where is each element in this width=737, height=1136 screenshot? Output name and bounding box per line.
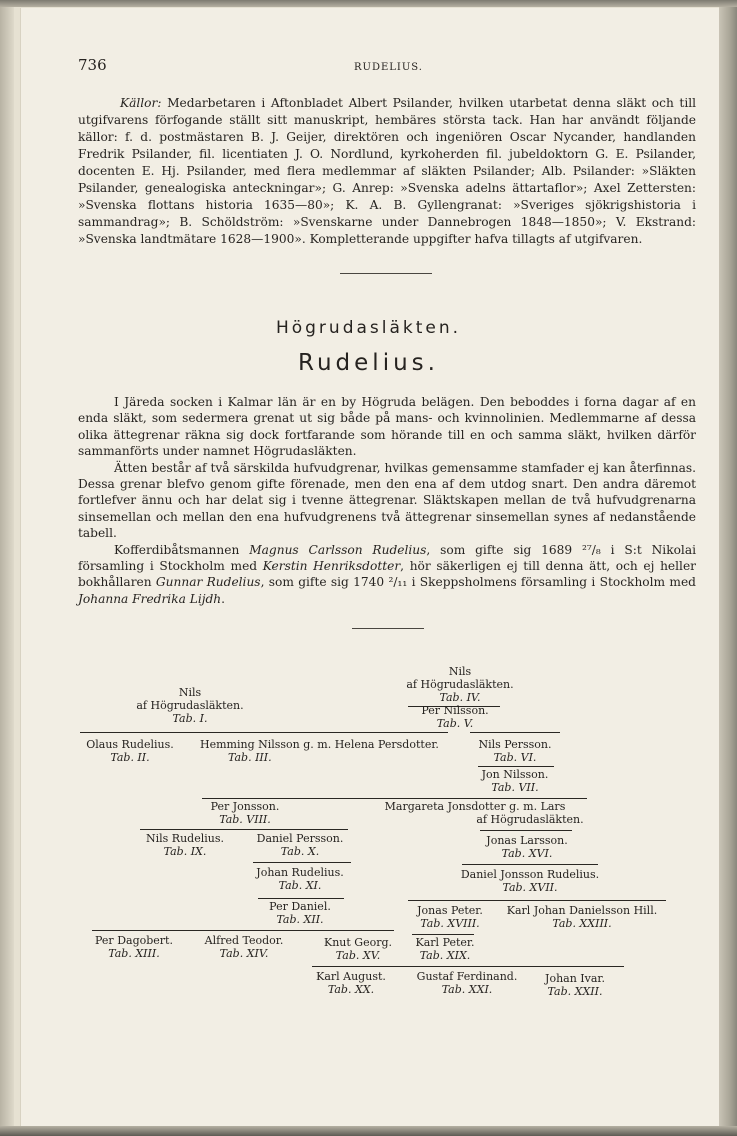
p3-name-4: Johanna Fredrika Lijdh <box>78 591 222 606</box>
tree-node-alfred: Alfred Teodor. Tab. XIV. <box>204 934 284 960</box>
p3-text-c: , hör säkerligen ej till denna ätt, och ej heller bokhållaren <box>78 559 696 590</box>
tree-node-daniel-persson: Daniel Persson. Tab. X. <box>256 832 344 858</box>
scan-left-edge <box>0 0 14 1136</box>
tree-node-knut: Knut Georg. Tab. XV. <box>323 936 393 962</box>
tree-line <box>470 732 560 733</box>
scan-top-edge <box>0 0 737 7</box>
tree-line <box>258 898 344 899</box>
tree-line <box>140 829 348 830</box>
running-head: RUDELIUS. <box>354 62 423 73</box>
p3-text-d: , som gifte sig 1740 ²/₁₁ i Skeppsholmens församling i Stockholm med <box>260 575 696 590</box>
tree-node-per-nilsson: Per Nilsson. Tab. V. <box>421 704 489 730</box>
tree-node-nils-right: Nils af Högrudasläkten. Tab. IV. <box>406 665 514 704</box>
tree-node-karl-august: Karl August. Tab. XX. <box>316 970 386 996</box>
tree-line <box>253 862 351 863</box>
tree-line <box>462 864 598 865</box>
tree-node-per-jonsson: Per Jonsson. Tab. VIII. <box>210 800 280 826</box>
p3-name-2: Kerstin Henriksdotter <box>262 559 401 574</box>
sources-label: Källor: <box>120 96 162 110</box>
section-separator <box>340 273 432 274</box>
tree-node-johan-ivar: Johan Ivar. Tab. XXII. <box>545 972 605 998</box>
tree-node-karl-peter: Karl Peter. Tab. XIX. <box>415 936 475 962</box>
paragraph-1: I Järeda socken i Kalmar län är en by Högruda belägen. Den beboddes i forna dagar af en enda släkt, som sedermera grenat ut sig både på mans- och kvinnolinien. Medlemmarne af dessa olika ättegrenar räkna sig dock fortfarande som hörande till en och samma släkt, hvilken därför sammanförts under namnet Högrudasläkten. <box>78 395 696 459</box>
sources-text: Medarbetaren i Aftonbladet Albert Psilander, hvilken utarbetat denna släkt och till utgifvarens förfogande ställt sitt manuskript, hembäres största tack. Han har användt följande källor: f. d. postmästaren B. J. Geijer, direktören och ingeniören Oscar Nycander, handlanden Fredrik Psilander, fil. licentiaten J. O. Nordlund, kyrkoherden fil. jubeldoktorn G. E. Psilander, docenten E. Hj. Psilander, med flera medlemmar af släkten Psilander; Alb. Psilander: »Släkten Psilander, genealogiska anteckningar»; G. Anrep: »Svenska adelns ättartaflor»; Axel Zettersten: »Svenska flottans historia 1635—80»; K. A. B. Gyllengranat: »Sveriges sjökrigshistoria i sammandrag»; B. Schöldström: »Svenskarne under Dannebrogen 1848—1850»; V. Ekstrand: »Svenska landtmätare 1628—1900». Kompletterande uppgifter hafva tillagts af utgifvaren. <box>78 96 697 246</box>
tree-node-per-daniel: Per Daniel. Tab. XII. <box>269 900 331 926</box>
paragraph-3 <box>78 542 696 608</box>
tree-node-gustaf: Gustaf Ferdinand. Tab. XXI. <box>416 970 518 996</box>
tree-line <box>478 766 554 767</box>
p3-name-3: Gunnar Rudelius <box>155 575 261 590</box>
p3-name-1: Magnus Carlsson Rudelius <box>249 542 427 557</box>
page-number: 736 <box>78 56 107 74</box>
paragraph-2: Ätten består af två särskilda hufvudgrenar, hvilkas gemensamme stamfader ej kan återfinnas. Dessa grenar blefvo genom gifte förenade, men den ena af dem utdog snart. Den andra däremot fortlefver ännu och har delat sig i tvenne ättegrenar. Släktskapen mellan de två hufvudgrenarna sinsemellan och mellan den ena hufvudgrenens två ättegrenar sinsemellan synes af nedanstående tabell. <box>78 460 696 541</box>
tree-node-jon-nilsson: Jon Nilsson. Tab. VII. <box>481 768 549 794</box>
scan-bottom-edge <box>0 1126 737 1136</box>
tree-node-johan-rudelius: Johan Rudelius. Tab. XI. <box>256 866 344 892</box>
tree-node-nils-persson: Nils Persson. Tab. VI. <box>478 738 552 764</box>
tree-line <box>312 966 624 967</box>
body-text <box>78 394 696 607</box>
tree-node-olaus: Olaus Rudelius. Tab. II. <box>86 738 174 764</box>
tree-node-per-dagobert: Per Dagobert. Tab. XIII. <box>95 934 173 960</box>
tree-node-jonas-peter: Jonas Peter. Tab. XVIII. <box>417 904 483 930</box>
tree-line <box>80 732 448 733</box>
tree-node-hemming: Hemming Nilsson g. m. Helena Persdotter. Tab. III. <box>200 738 439 764</box>
tree-line <box>202 798 587 799</box>
family-title: Rudelius. <box>298 350 439 376</box>
tree-line <box>412 934 474 935</box>
tree-line <box>480 830 572 831</box>
scan-right-edge <box>719 0 737 1136</box>
tree-node-margareta: Margareta Jonsdotter g. m. Lars af Högrudasläkten. <box>384 800 584 826</box>
p3-text-e: . <box>221 591 226 606</box>
tree-line <box>408 900 666 901</box>
tree-node-nils-rudelius: Nils Rudelius. Tab. IX. <box>146 832 224 858</box>
sources-paragraph <box>78 95 696 248</box>
tree-node-daniel-jonsson: Daniel Jonsson Rudelius. Tab. XVII. <box>460 868 600 894</box>
p3-text-b: , som gifte sig 1689 ²⁷/₈ i S:t Nikolai församling i Stockholm med <box>78 542 696 574</box>
tree-separator <box>352 628 424 629</box>
tree-node-jonas-larsson: Jonas Larsson. Tab. XVI. <box>486 834 568 860</box>
section-title: Högrudasläkten. <box>275 318 462 338</box>
p3-text-a: Kofferdibåtsmannen <box>114 542 250 557</box>
tree-line <box>92 930 394 931</box>
tree-node-nils-left: Nils af Högrudasläkten. Tab. I. <box>136 686 244 725</box>
tree-node-karl-johan: Karl Johan Danielsson Hill. Tab. XXIII. <box>506 904 658 930</box>
